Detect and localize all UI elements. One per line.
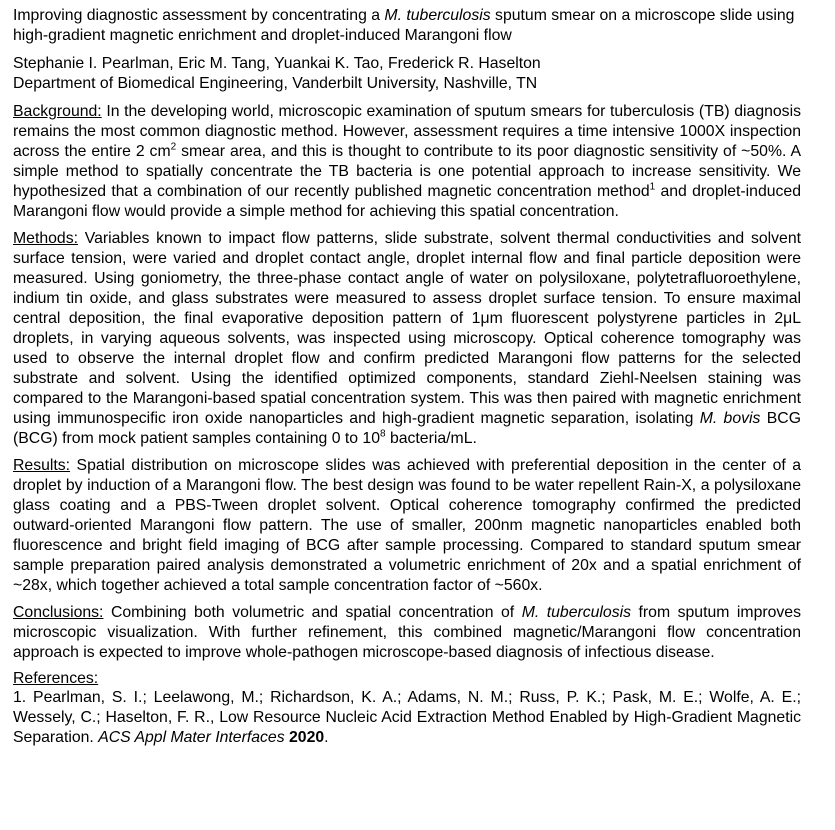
section-label-references: References:: [13, 670, 99, 687]
section-results: [13, 456, 801, 596]
section-background: [13, 102, 801, 222]
section-text-references: 1. Pearlman, S. I.; Leelawong, M.; Richardson, K. A.; Adams, N. M.; Russ, P. K.; Pask, M. E.; Wolfe, A. E.; Wessely, C.; Haselton, F. R., Low Resource Nucleic Acid Extraction Method Enabled by High-Gradient Magnetic Separation. ACS Appl Mater Interfaces 2020.: [13, 689, 801, 746]
byline: [13, 54, 801, 94]
section-text-results: Spatial distribution on microscope slides was achieved with preferential deposition in the center of a droplet by induction of a Marangoni flow. The best design was found to be water repellent Rain-X, a polysiloxane glass coating and a PBS-Tween droplet solvent. Optical coherence tomography confirmed the predicted outward-oriented Marangoni flow pattern. The use of smaller, 200nm magnetic nanoparticles enabled both fluorescence and bright field imaging of BCG after sample processing. Compared to standard sputum smear sample preparation paired analysis demonstrated a volumetric enrichment of 20x and a spatial enrichment of ~28x, which together achieved a total sample concentration factor of ~560x.: [13, 457, 801, 594]
section-label-results: Results:: [13, 457, 71, 474]
section-conclusions: [13, 603, 801, 663]
section-label-conclusions: Conclusions:: [13, 604, 104, 621]
authors-line: Stephanie I. Pearlman, Eric M. Tang, Yuankai K. Tao, Frederick R. Haselton: [13, 55, 541, 72]
affiliation-line: Department of Biomedical Engineering, Vanderbilt University, Nashville, TN: [13, 75, 538, 92]
section-text-conclusions: Combining both volumetric and spatial concentration of M. tuberculosis from sputum improves microscopic visualization. With further refinement, this combined magnetic/Marangoni flow concentration approach is expected to improve whole-pathogen microscope-based diagnosis of infectious disease.: [13, 604, 801, 661]
section-label-background: Background:: [13, 103, 102, 120]
section-text-methods: Variables known to impact flow patterns, slide substrate, solvent thermal conductivities and solvent surface tension, were varied and droplet contact angle, droplet internal flow and final particle deposition were measured. Using goniometry, the three-phase contact angle of water on polysiloxane, polytetrafluoroethylene, indium tin oxide, and glass substrates were measured to assess droplet surface tension. To ensure maximal central deposition, the final evaporative deposition pattern of 1μm fluorescent polystyrene particles in 2μL droplets, in varying aqueous solvents, was inspected using microscopy. Optical coherence tomography was used to observe the internal droplet flow and confirm predicted Marangoni flow patterns for the selected substrate and solvent. Using the identified optimized components, standard Ziehl-Neelsen staining was compared to the Marangoni-based spatial concentration system. This was then paired with magnetic enrichment using immunospecific iron oxide nanoparticles and high-gradient magnetic separation, isolating M. bovis BCG (BCG) from mock patient samples containing 0 to $10^8$ bacteria/mL.: [13, 230, 801, 447]
section-references: [13, 670, 801, 748]
paper-title: Improving diagnostic assessment by concentrating a M. tuberculosis sputum smear on a microscope slide using high-gradient magnetic enrichment and droplet-induced Marangoni flow: [13, 7, 795, 44]
section-text-background: In the developing world, microscopic examination of sputum smears for tuberculosis (TB) diagnosis remains the most common diagnostic method. However, assessment requires a time intensive 1000X inspection across the entire 2 $cm^2$ smear area, and this is thought to contribute to its poor diagnostic sensitivity of ~50%. A simple method to spatially concentrate the TB bacteria is one potential approach to increase sensitivity. We hypothesized that a combination of our recently published magnetic concentration method$^1$ and droplet-induced Marangoni flow would provide a simple method for achieving this spatial concentration.: [13, 103, 802, 220]
section-label-methods: Methods:: [13, 230, 78, 247]
section-methods: [13, 229, 801, 449]
